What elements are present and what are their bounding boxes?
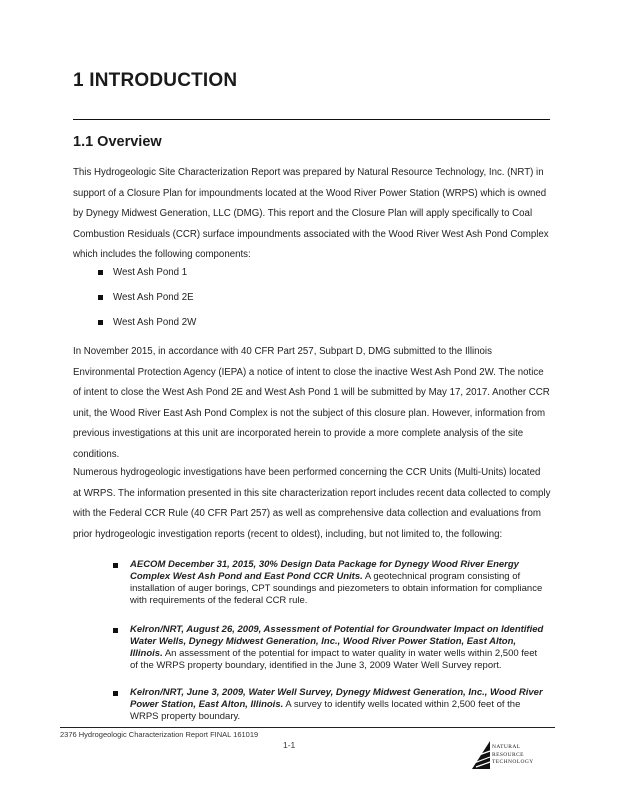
- overview-paragraph-1: This Hydrogeologic Site Characterization Report was prepared by Natural Resource Technology, Inc. (NRT) in support of a Closure Plan for impoundments located at the Wood River Power Station (WRPS) which is owned by Dynegy Midwest Generation, LLC (DMG). This report and the Closure Plan will apply specifically to Coal Combustion Residuals (CCR) surface impoundments associated with the Wood River West Ash Pond Complex which includes the following components:: [73, 167, 549, 260]
- footer-divider: [60, 727, 555, 728]
- reference-citation: Kelron/NRT, August 26, 2009, Assessment of Potential for Groundwater Impact on Identified Water Wells, Dynegy Midwest Generation, Inc., Wood River Power Station, East Alton, Illinois.: [130, 624, 544, 659]
- logo-mark-icon: [470, 737, 492, 771]
- list-item: West Ash Pond 2W: [113, 313, 196, 338]
- reference-description: A survey to identify wells located within 2,500 feet of the WRPS property boundary.: [130, 699, 521, 722]
- overview-paragraph-3: Numerous hydrogeologic investigations have been performed concerning the CCR Units (Multi-Units) located at WRPS. The information presented in this site characterization report includes recent data collected to comply with the Federal CCR Rule (40 CFR Part 257) as well as comprehensive data collection and evaluations from prior hydrogeologic investigation reports (recent to oldest), including, but not limited to, the following:: [73, 467, 551, 540]
- bullet-square-icon: [113, 691, 118, 696]
- reference-citation: Kelron/NRT, June 3, 2009, Water Well Survey, Dynegy Midwest Generation, Inc., Wood River Power Station, East Alton, Illinois.: [130, 687, 543, 710]
- list-item: West Ash Pond 2E: [113, 288, 196, 313]
- footer-document-id: 2376 Hydrogeologic Characterization Report FINAL 161019: [60, 730, 259, 739]
- page-number: 1-1: [283, 740, 296, 750]
- bullet-square-icon: [113, 563, 118, 568]
- reference-item: [130, 624, 545, 672]
- section-divider: [73, 119, 550, 120]
- chapter-title: 1 INTRODUCTION: [73, 70, 238, 91]
- reference-item: [130, 687, 545, 723]
- reference-citation: AECOM December 31, 2015, 30% Design Data Package for Dynegy Wood River Energy Complex West Ash Pond and East Pond CCR Units.: [130, 559, 519, 582]
- bullet-square-icon: [98, 295, 103, 300]
- bullet-square-icon: [98, 320, 103, 325]
- references-list: [130, 559, 545, 723]
- logo-wordmark: NATURAL RESOURCE TECHNOLOGY: [492, 744, 534, 765]
- reference-description: An assessment of the potential for impact to water quality in water wells within 2,500 feet of the WRPS property boundary, identified in the June 3, 2009 Water Well Survey report.: [130, 648, 538, 671]
- list-item: West Ash Pond 1: [113, 263, 196, 288]
- bullet-square-icon: [98, 270, 103, 275]
- section-title: 1.1 Overview: [73, 134, 162, 150]
- bullet-square-icon: [113, 628, 118, 633]
- overview-paragraph-2: In November 2015, in accordance with 40 CFR Part 257, Subpart D, DMG submitted to the Illinois Environmental Protection Agency (IEPA) a notice of intent to close the inactive West Ash Pond 2W. The notice of intent to close the West Ash Pond 2E and West Ash Pond 1 will be submitted by May 17, 2017. Another CCR unit, the Wood River East Ash Pond Complex is not the subject of this closure plan. However, information from previous investigations at this unit are incorporated herein to provide a more complete analysis of the site conditions.: [73, 346, 550, 460]
- company-logo: [470, 733, 550, 775]
- reference-item: [130, 559, 545, 607]
- reference-description: A geotechnical program consisting of installation of auger borings, CPT soundings and piezometers to obtain information for compliance with requirements of the federal CCR rule.: [130, 571, 543, 606]
- components-list: [113, 263, 196, 338]
